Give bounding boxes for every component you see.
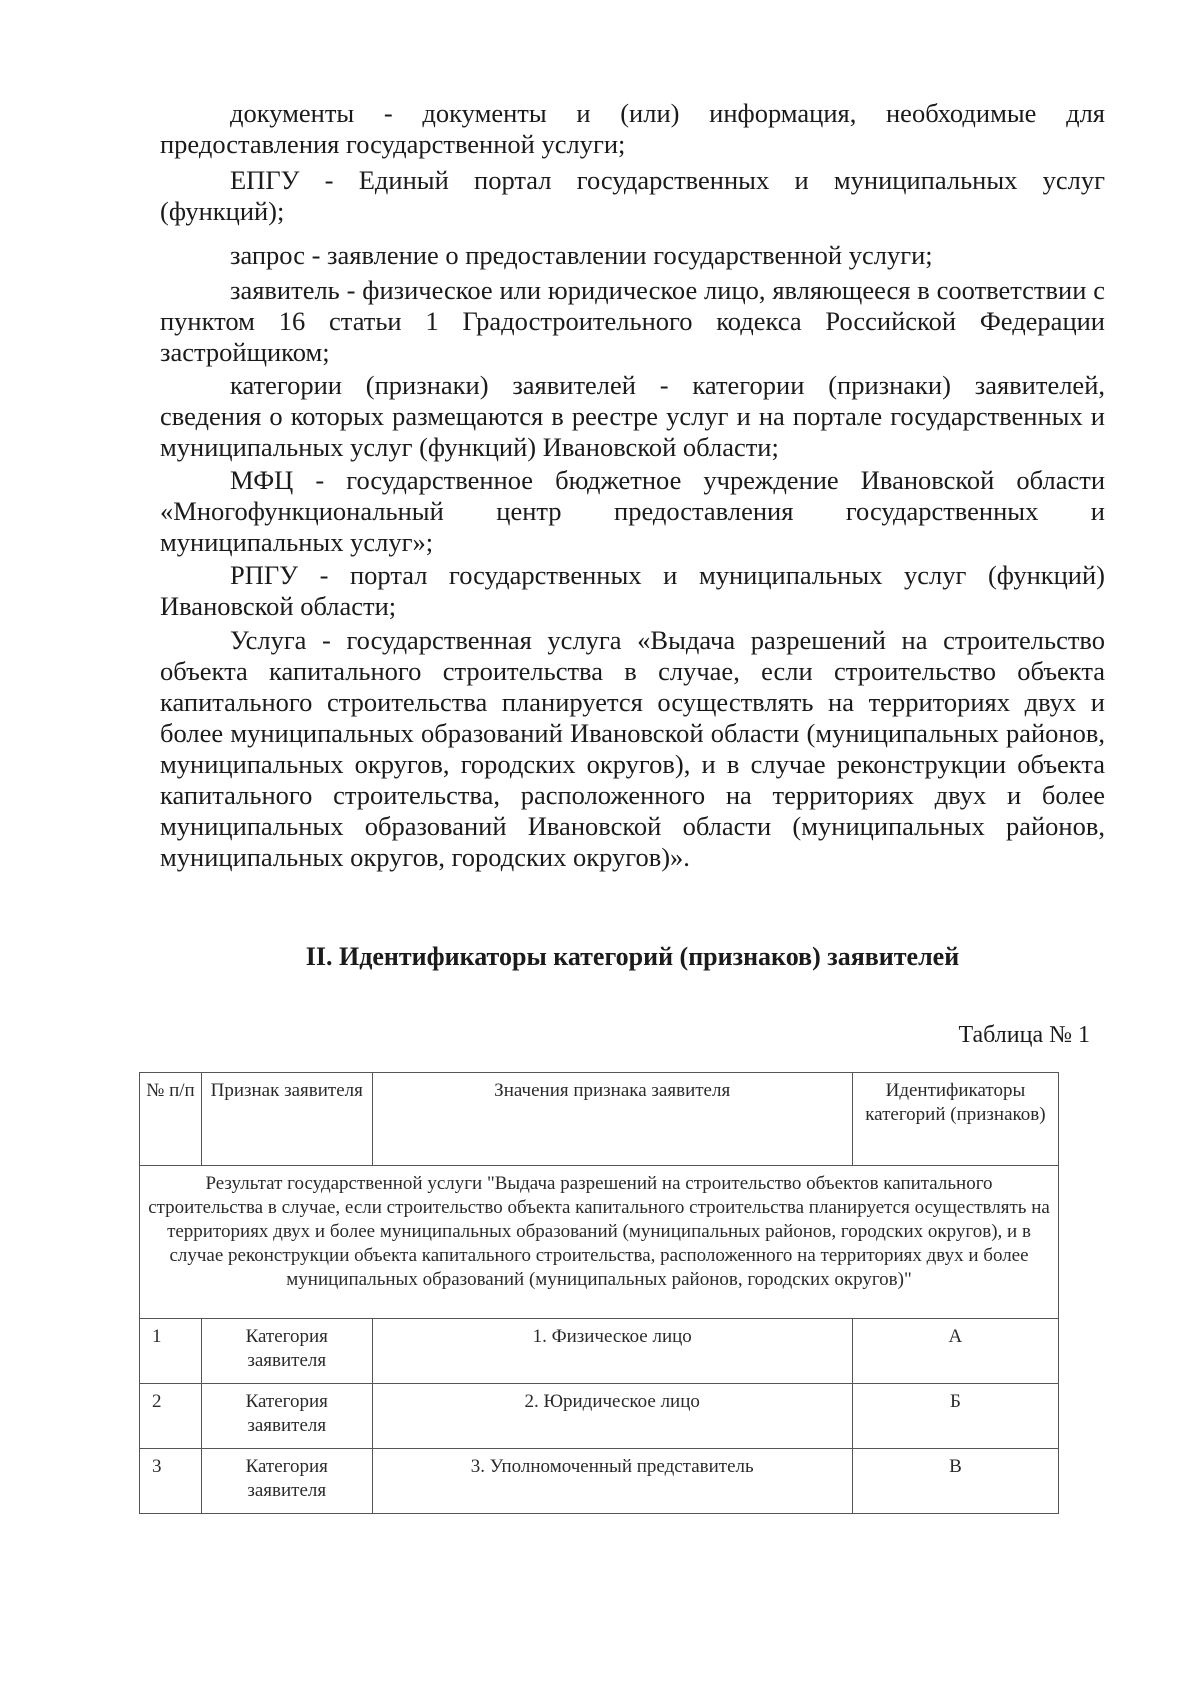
definition-mfc: МФЦ - государственное бюджетное учреждение Ивановской области «Многофункциональный центр предоставления государственных и муниципальных услуг»; — [160, 465, 1105, 557]
definition-applicant: заявитель - физическое или юридическое лицо, являющееся в соответствии с пунктом 16 статьи 1 Градостроительного кодекса Российской Федерации застройщиком; — [160, 275, 1105, 367]
row-num: 3 — [140, 1449, 202, 1514]
header-id: Идентификаторы категорий (признаков) — [852, 1073, 1058, 1166]
definition-documents: документы - документы и (или) информация, необходимые для предоставления государственной услуги; — [160, 98, 1105, 159]
header-value: Значения признака заявителя — [372, 1073, 852, 1166]
row-num: 2 — [140, 1384, 202, 1449]
definition-service: Услуга - государственная услуга «Выдача разрешений на строительство объекта капитального строительства в случае, если строительство объекта капитального строительства планируется осуществлять на территориях двух и более муниципальных образований Ивановской области (муниципальных районов, муниципальных округов, городских округов), и в случае реконструкции объекта капитального строительства, расположенного на территориях двух и более муниципальных образований Ивановской области (муниципальных районов, муниципальных округов, городских округов)». — [160, 625, 1105, 872]
definition-rpgu: РПГУ - портал государственных и муниципальных услуг (функций) Ивановской области; — [160, 560, 1105, 621]
row-id: В — [852, 1449, 1058, 1514]
table-result-row — [140, 1166, 1059, 1319]
header-attr: Признак заявителя — [201, 1073, 372, 1166]
row-num: 1 — [140, 1319, 202, 1384]
definition-applicant-categories: категории (признаки) заявителей - категории (признаки) заявителей, сведения о которых размещаются в реестре услуг и на портале государственных и муниципальных услуг (функций) Ивановской области; — [160, 370, 1105, 462]
table-row — [140, 1384, 1059, 1449]
row-value: 1. Физическое лицо — [372, 1319, 852, 1384]
table-row — [140, 1319, 1059, 1384]
table-caption: Таблица № 1 — [958, 1022, 1090, 1048]
header-num: № п/п — [140, 1073, 202, 1166]
result-description: Результат государственной услуги "Выдача разрешений на строительство объектов капитального строительства в случае, если строительство объекта капитального строительства планируется осуществлять на территориях двух и более муниципальных образований (муниципальных районов, городских округов), и в случае реконструкции объекта капитального строительства, расположенного на территориях двух и более муниципальных образований (муниципальных районов, городских округов)" — [140, 1166, 1059, 1319]
table-row — [140, 1449, 1059, 1514]
row-id: А — [852, 1319, 1058, 1384]
row-attr: Категория заявителя — [201, 1384, 372, 1449]
table-header-row — [140, 1073, 1059, 1166]
row-id: Б — [852, 1384, 1058, 1449]
section-title: II. Идентификаторы категорий (признаков) заявителей — [305, 942, 960, 971]
row-attr: Категория заявителя — [201, 1449, 372, 1514]
row-value: 3. Уполномоченный представитель — [372, 1449, 852, 1514]
definition-request: запрос - заявление о предоставлении государственной услуги; — [230, 240, 933, 270]
row-value: 2. Юридическое лицо — [372, 1384, 852, 1449]
definition-epgu: ЕПГУ - Единый портал государственных и муниципальных услуг (функций); — [160, 165, 1105, 226]
applicant-categories-table — [139, 1072, 1059, 1514]
row-attr: Категория заявителя — [201, 1319, 372, 1384]
